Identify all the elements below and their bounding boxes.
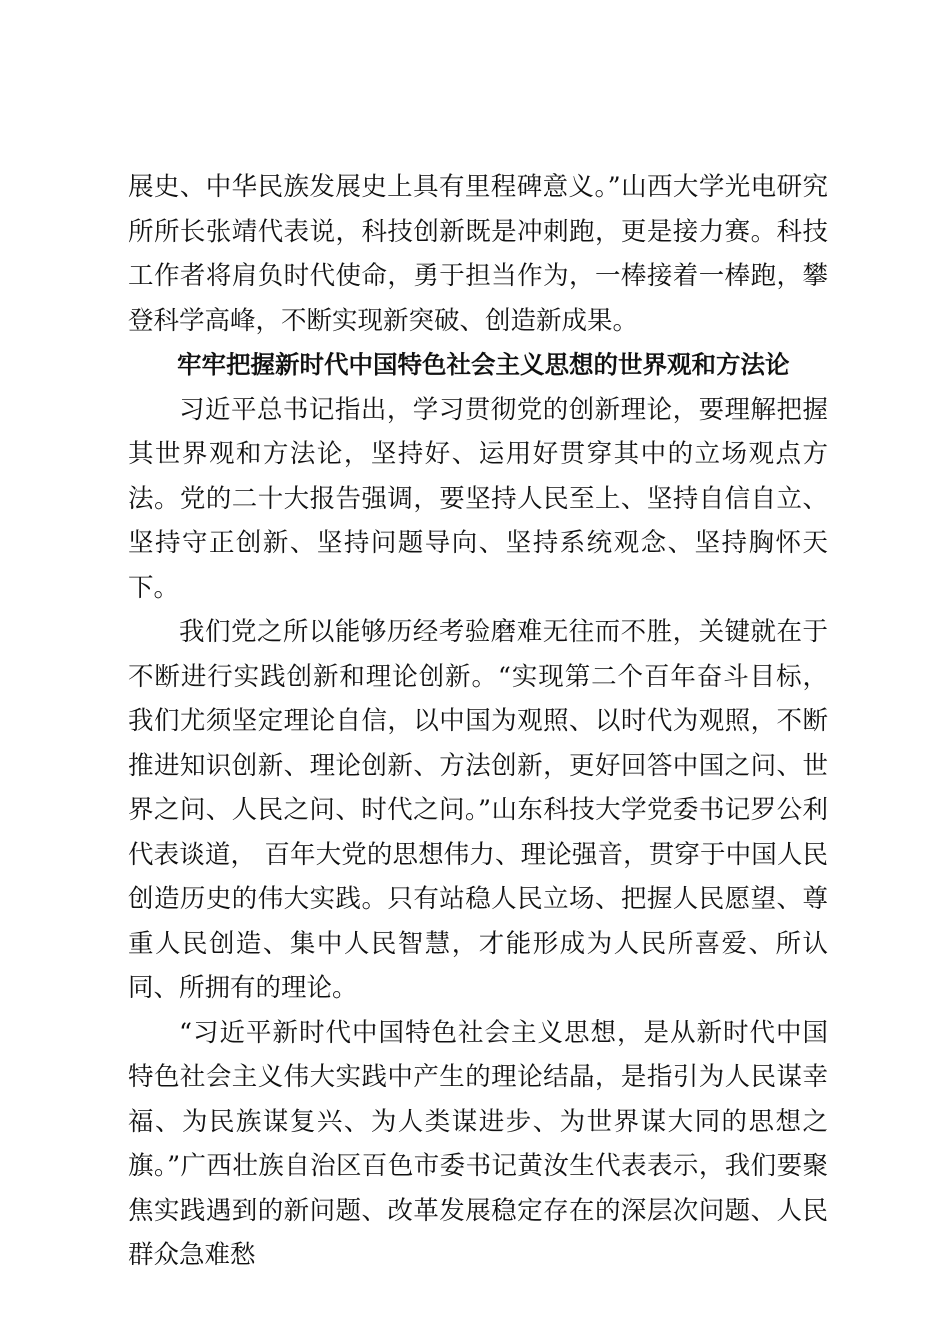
paragraph-thought-banner: “习近平新时代中国特色社会主义思想，是从新时代中国特色社会主义伟大实践中产生的理论结晶，是指引为人民谋幸福、为民族谋复兴、为人类谋进步、为世界谋大同的思想之旗。”广西壮族自治区百色市委书记黄汝生代表表示，我们要聚焦实践遇到的新问题、改革发展稳定存在的深层次问题、人民群众急难愁 — [128, 1017, 828, 1270]
document-body — [128, 165, 828, 1278]
section-heading: 牢牢把握新时代中国特色社会主义思想的世界观和方法论 — [177, 350, 790, 379]
paragraph-innovation: 我们党之所以能够历经考验磨难无往而不胜，关键就在于不断进行实践创新和理论创新。“实现第二个百年奋斗目标，我们尤须坚定理论自信，以中国为观照、以时代为观照，不断推进知识创新、理论创新、方法创新，更好回答中国之问、世界之问、人民之问、时代之问。”山东科技大学党委书记罗公利代表谈道， 百年大党的思想伟力、理论强音，贯穿于中国人民创造历史的伟大实践。只有站稳人民立场、把握人民愿望、尊重人民创造、集中人民智慧，才能形成为人民所喜爱、所认同、所拥有的理论。 — [128, 617, 828, 1003]
paragraph-continuation: 展史、中华民族发展史上具有里程碑意义。”山西大学光电研究所所长张靖代表说，科技创新既是冲刺跑，更是接力赛。科技工作者将肩负时代使命，勇于担当作为，一棒接着一棒跑，攀登科学高峰，不断实现新突破、创造新成果。 — [128, 172, 828, 336]
paragraph-worldview: 习近平总书记指出，学习贯彻党的创新理论，要理解把握其世界观和方法论，坚持好、运用好贯穿其中的立场观点方法。党的二十大报告强调，要坚持人民至上、坚持自信自立、坚持守正创新、坚持问题导向、坚持系统观念、坚持胸怀天下。 — [128, 394, 828, 603]
